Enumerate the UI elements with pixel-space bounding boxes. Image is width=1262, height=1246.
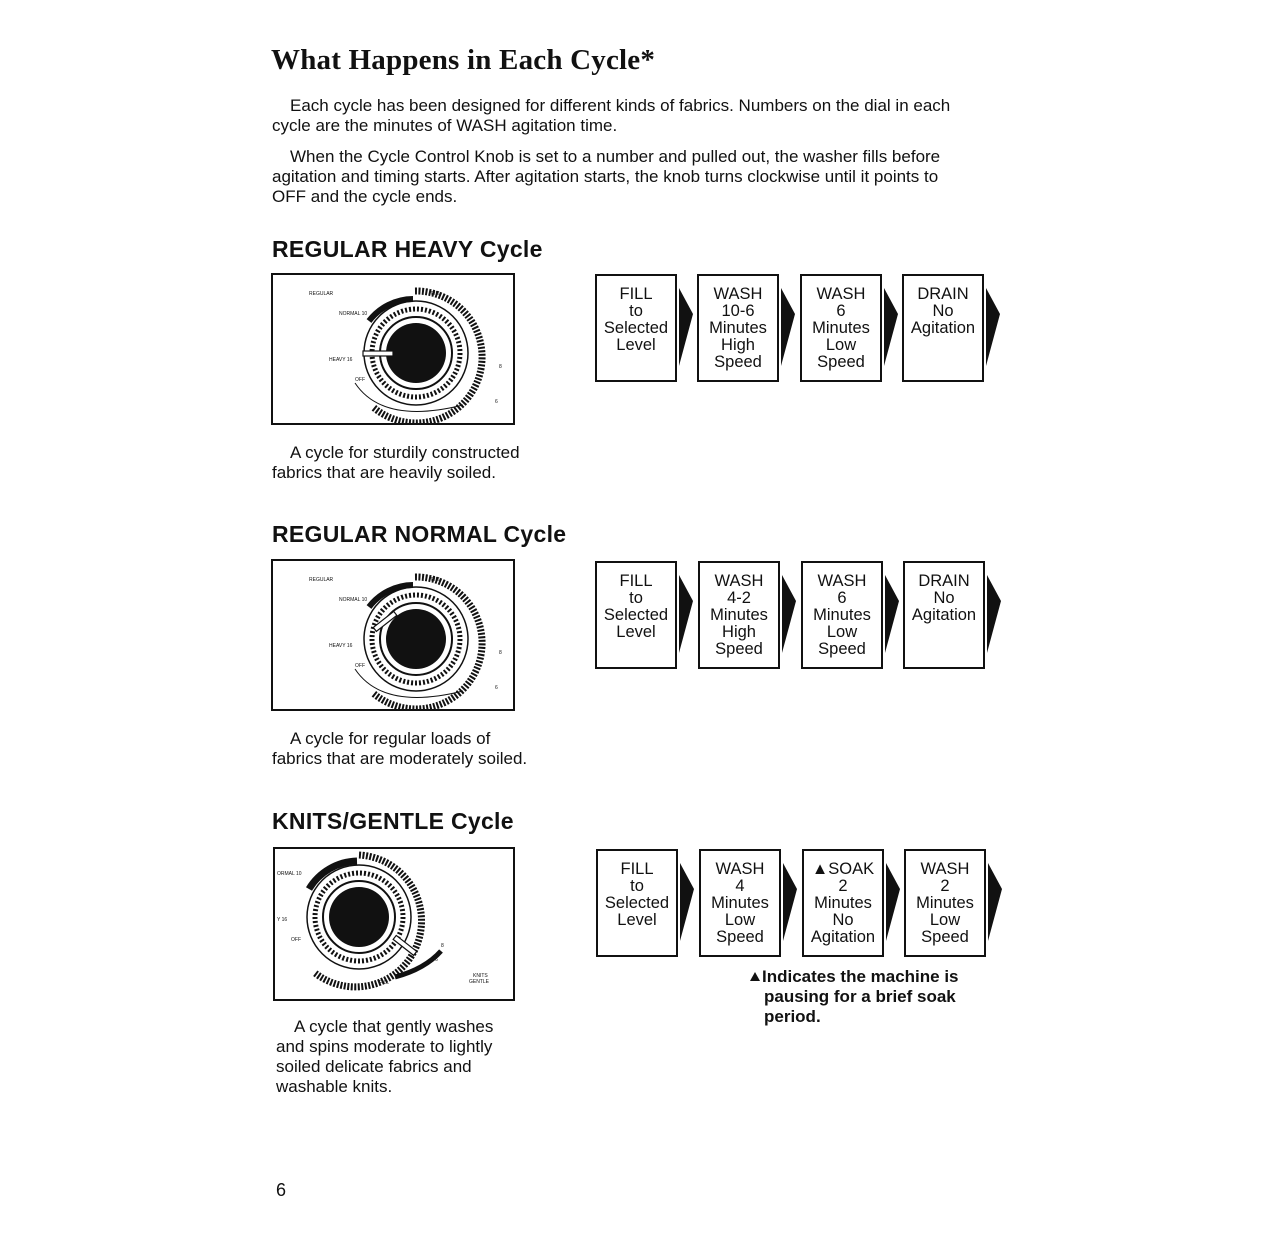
timer-dial-icon <box>355 577 482 709</box>
step-line: Speed <box>817 353 865 371</box>
dial-label-regular: REGULAR <box>309 577 334 583</box>
step-line: Level <box>616 336 656 354</box>
cycle-description-text: A cycle for sturdily constructed fabrics that are heavily soiled. <box>272 443 520 482</box>
cycle-description-regular-heavy <box>272 443 532 483</box>
intro-paragraph-1 <box>272 96 972 136</box>
dial-label-6: 6 <box>495 399 498 405</box>
timer-dial-icon <box>307 855 441 987</box>
dial-label-off: OFF <box>355 377 365 383</box>
intro-text-2: When the Cycle Control Knob is set to a number and pulled out, the washer fills before agitation and timing starts. After agitation starts, the knob turns clockwise until it points to OFF and the cycle ends. <box>272 147 941 206</box>
arrow-right-icon <box>679 575 693 653</box>
step-wash-3 <box>904 849 986 957</box>
soak-footnote <box>750 967 1000 1027</box>
page-title: What Happens in Each Cycle* <box>271 44 656 76</box>
step-wash <box>699 849 781 957</box>
step-name: FILL <box>619 572 653 590</box>
step-name: WASH <box>817 572 867 590</box>
step-name: DRAIN <box>918 572 970 590</box>
cycle-description-regular-normal <box>272 729 532 769</box>
step-line: 6 <box>836 302 846 320</box>
dial-label-heavy: Y 16 <box>277 917 288 923</box>
step-name: FILL <box>619 285 653 303</box>
arrow-right-icon <box>988 863 1002 941</box>
step-line: High <box>722 623 756 641</box>
dial-label-fill: FILL <box>431 577 442 583</box>
step-line: Speed <box>714 353 762 371</box>
step-line: Low <box>929 911 961 929</box>
step-name: ▲SOAK <box>811 860 875 878</box>
step-name: WASH <box>714 572 764 590</box>
intro-paragraph-2 <box>272 147 972 207</box>
dial-label-heavy: HEAVY 16 <box>329 643 353 649</box>
timer-dial-icon <box>355 291 482 423</box>
arrow-right-icon <box>884 288 898 366</box>
cycle-description-knits-gentle <box>276 1017 506 1097</box>
step-line: to <box>629 302 643 320</box>
step-line: Selected <box>603 319 669 337</box>
arrow-right-icon <box>986 288 1000 366</box>
step-line: Minutes <box>709 319 767 337</box>
step-line: High <box>721 336 755 354</box>
step-line: Agitation <box>911 606 977 624</box>
step-line: 4 <box>735 877 745 895</box>
step-line: Minutes <box>916 894 974 912</box>
arrow-right-icon <box>781 288 795 366</box>
step-line: Minutes <box>711 894 769 912</box>
step-line: Selected <box>604 894 670 912</box>
step-line: No <box>832 911 854 929</box>
dial-label-8: 8 <box>441 943 444 949</box>
dial-label-knits: KNITS <box>473 973 488 979</box>
arrow-right-icon <box>885 575 899 653</box>
step-drain <box>903 561 985 669</box>
arrow-right-icon <box>783 863 797 941</box>
step-name: WASH <box>715 860 765 878</box>
dial-label-gentle: GENTLE <box>469 979 490 985</box>
step-fill <box>595 561 677 669</box>
step-line: Minutes <box>710 606 768 624</box>
dial-label-regular: REGULAR <box>309 291 334 297</box>
step-wash <box>697 274 779 382</box>
dial-diagram-regular-normal <box>271 559 515 711</box>
step-line: 10-6 <box>721 302 755 320</box>
arrow-right-icon <box>987 575 1001 653</box>
step-wash-2 <box>801 561 883 669</box>
step-wash-2 <box>800 274 882 382</box>
step-line: Minutes <box>812 319 870 337</box>
step-fill <box>596 849 678 957</box>
step-line: No <box>933 589 955 607</box>
step-line: Low <box>825 336 857 354</box>
step-line: Level <box>616 623 656 641</box>
dial-label-normal: NORMAL 10 <box>339 311 368 317</box>
step-wash <box>698 561 780 669</box>
cycle-heading-regular-normal: REGULAR NORMAL Cycle <box>272 521 567 547</box>
step-soak <box>802 849 884 957</box>
step-line: Speed <box>715 640 763 658</box>
dial-label-8: 8 <box>499 364 502 370</box>
step-line: Agitation <box>910 319 976 337</box>
dial-label-normal: NORMAL 10 <box>339 597 368 603</box>
step-line: Minutes <box>814 894 872 912</box>
step-line: Low <box>826 623 858 641</box>
step-line: No <box>932 302 954 320</box>
step-line: to <box>629 589 643 607</box>
dial-label-fill: FILL <box>379 980 390 986</box>
cycle-description-text: A cycle for regular loads of fabrics that are moderately soiled. <box>272 729 528 768</box>
step-name: FILL <box>620 860 654 878</box>
triangle-icon <box>750 972 760 981</box>
step-line: 6 <box>837 589 847 607</box>
arrow-right-icon <box>679 288 693 366</box>
step-line: to <box>630 877 644 895</box>
dial-label-off: OFF <box>355 663 365 669</box>
cycle-description-text: A cycle that gently washes and spins moderate to lightly soiled delicate fabrics and washable knits. <box>276 1017 494 1096</box>
intro-text-1: Each cycle has been designed for different kinds of fabrics. Numbers on the dial in each cycle are the minutes of WASH agitation time. <box>272 96 951 135</box>
cycle-heading-knits-gentle: KNITS/GENTLE Cycle <box>272 808 514 834</box>
step-line: Speed <box>716 928 764 946</box>
step-name: WASH <box>816 285 866 303</box>
step-line: Low <box>724 911 756 929</box>
step-line: Speed <box>921 928 969 946</box>
step-line: Selected <box>603 606 669 624</box>
footnote-text-first: Indicates the machine is <box>762 967 959 986</box>
arrow-right-icon <box>680 863 694 941</box>
step-line: 2 <box>838 877 848 895</box>
cycle-heading-regular-heavy: REGULAR HEAVY Cycle <box>272 236 543 262</box>
dial-diagram-knits-gentle <box>273 847 515 1001</box>
dial-label-fill: FILL <box>431 291 442 297</box>
step-line: 4-2 <box>727 589 751 607</box>
dial-label-off: OFF <box>291 937 301 943</box>
dial-label-normal: ORMAL 10 <box>277 871 302 877</box>
footnote-text-rest: pausing for a brief soak period. <box>764 987 956 1026</box>
arrow-right-icon <box>886 863 900 941</box>
step-line: Speed <box>818 640 866 658</box>
dial-label-heavy: HEAVY 16 <box>329 357 353 363</box>
page-number: 6 <box>276 1180 287 1200</box>
step-fill <box>595 274 677 382</box>
dial-label-8: 8 <box>499 650 502 656</box>
step-line: 2 <box>940 877 950 895</box>
step-name: WASH <box>920 860 970 878</box>
step-line: Level <box>617 911 657 929</box>
step-name: DRAIN <box>917 285 969 303</box>
step-drain <box>902 274 984 382</box>
arrow-right-icon <box>782 575 796 653</box>
step-name: WASH <box>713 285 763 303</box>
dial-label-6: 6 <box>495 685 498 691</box>
step-line: Agitation <box>810 928 876 946</box>
dial-diagram-regular-heavy <box>271 273 515 425</box>
step-line: Minutes <box>813 606 871 624</box>
dial-label-6: 6 <box>435 957 438 963</box>
